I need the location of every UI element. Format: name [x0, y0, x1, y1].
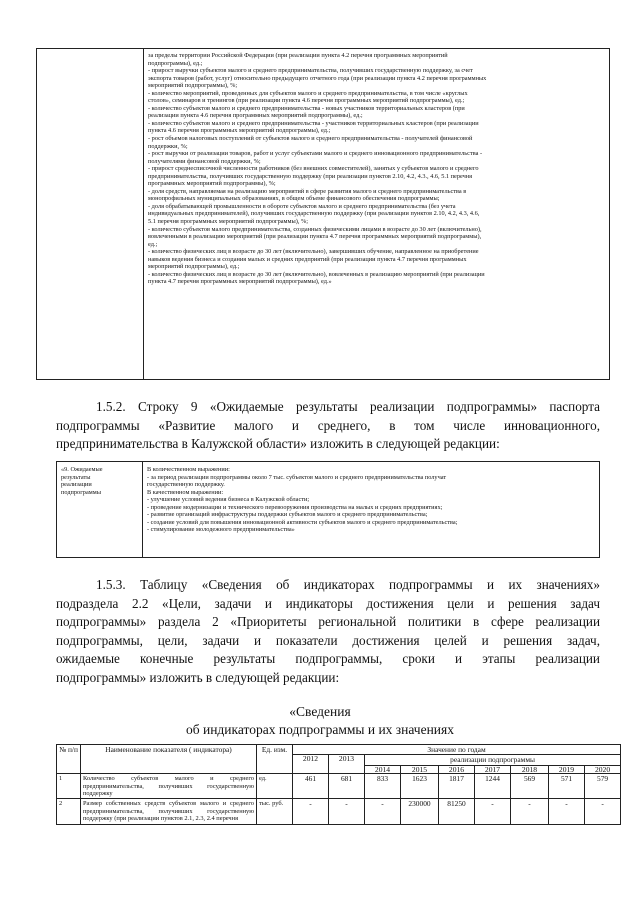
text-line: - проведение модернизации и технического перевооружения производства на малых и средних предприятиях; — [147, 503, 443, 511]
row-value: 461 — [293, 774, 329, 799]
text-line: реализации пункта 4.6 перечня программных мероприятий подпрограммы), ед.; — [148, 112, 363, 120]
text-line: 5.1 перечня программных мероприятий подпрограммы), %; — [148, 218, 308, 226]
label-line: реализации — [61, 481, 92, 489]
text-line: - количество мероприятий, проведенных для субъектов малого и среднего предпринимательства, в том числе «круглых — [148, 89, 468, 97]
row-value: - — [329, 799, 365, 824]
text-line: - рост объемов налоговых поступлений от субъектов малого и среднего предпринимательства - получателей финансовой — [148, 135, 473, 143]
paragraph-line: подпрограммы» изложить в следующей редакции: — [56, 669, 340, 685]
results-table — [56, 461, 600, 558]
row-value: 681 — [329, 774, 365, 799]
row-value: 1817 — [439, 774, 475, 799]
header-name: Наименование показателя ( индикатора) — [81, 745, 257, 774]
results-table-divider — [142, 462, 143, 557]
top-table — [36, 48, 610, 380]
text-line: государственную поддержку. — [147, 481, 225, 489]
text-line: - доля обрабатывающей промышленности в обороте субъектов малого и среднего предпринимательства (без учета — [148, 202, 456, 210]
row-num: 1 — [57, 774, 81, 799]
header-num: № п/п — [57, 745, 81, 774]
text-line: - улучшение условий ведения бизнеса в Калужской области; — [147, 496, 310, 504]
text-line: подпрограммы), ед.; — [148, 59, 203, 67]
row-value: - — [365, 799, 401, 824]
table-row — [57, 799, 621, 824]
table-title-line-1: «Сведения — [289, 704, 351, 719]
text-line: В количественном выражении: — [147, 466, 230, 473]
text-line: программных мероприятий подпрограммы), %; — [148, 180, 276, 188]
row-value: - — [549, 799, 585, 824]
text-line: - прирост выручки субъектов малого и среднего предпринимательства, получивших государственную поддержку, за счет — [148, 67, 473, 75]
row-value: - — [585, 799, 621, 824]
row-value: 81250 — [439, 799, 475, 824]
text-line: мероприятий подпрограммы), %; — [148, 82, 238, 90]
paragraph-line: 1.5.2. Строку 9 «Ожидаемые результаты реализации подпрограммы» паспорта — [96, 399, 600, 414]
paragraph-line: предпринимательства в Калужской области» изложить в следующей редакции: — [56, 436, 500, 451]
table-title-line-2: об индикаторах подпрограммы и их значениях — [185, 722, 454, 737]
paragraph-1-5-2 — [56, 398, 600, 454]
paragraph-line: 1.5.3. Таблицу «Сведения об индикаторах подпрограммы и их значениях» — [96, 577, 600, 592]
text-line: мероприятий подпрограммы), ед.; — [148, 263, 240, 271]
label-line: «9. Ожидаемые — [61, 466, 103, 473]
text-line: пункта 4.6 перечня программных мероприятий подпрограммы), ед.; — [148, 127, 331, 135]
text-line: - прирост среднесписочной численности работников (без внешних совместителей), занятых у субъектов малого и среднего — [148, 165, 479, 173]
paragraph-line: подпрограммы» раздела 2 «Приоритеты региональной политики в сфере реализации — [56, 614, 600, 629]
row-value: 230000 — [401, 799, 439, 824]
header-year: 2012 — [293, 755, 329, 774]
text-line: - количество физических лиц в возрасте до 30 лет (включительно), завершивших обучение, направленное на приобретение — [148, 248, 479, 256]
row-value: 569 — [511, 774, 549, 799]
text-line: - количество субъектов малого предпринимательства, созданных физическими лицами в возрасте до 30 лет (включительно), — [148, 225, 482, 233]
row-value: - — [475, 799, 511, 824]
header-year: 2014 — [365, 765, 401, 773]
results-label — [61, 466, 139, 496]
text-line: поддержки, %; — [148, 142, 188, 150]
paragraph-1-5-3 — [56, 576, 600, 687]
paragraph-line: подраздела 2.2 «Цели, задачи и индикаторы достижения цели и решения задач — [56, 595, 600, 611]
results-text — [147, 466, 597, 534]
row-value: - — [511, 799, 549, 824]
header-unit: Ед. изм. — [257, 745, 293, 774]
text-line: В качественном выражении: — [147, 488, 224, 496]
header-year: 2017 — [475, 765, 511, 773]
row-value: 579 — [585, 774, 621, 799]
paragraph-line: подпрограммы, цели, задачи и показатели достижения целей и решения задач, — [56, 632, 600, 648]
text-line: навыков ведения бизнеса и создания малых и средних предприятий (при реализации пункта 4.7 перечня программных — [148, 255, 467, 263]
text-line: - количество субъектов малого и среднего предпринимательства - участников территориальных кластеров (при реализации — [148, 119, 479, 127]
label-line: подпрограммы — [61, 488, 101, 496]
text-line: - количество физических лиц в возрасте до 30 лет (включительно), вовлеченных в реализацию мероприятий (при реализации — [148, 270, 485, 278]
header-row — [57, 745, 621, 755]
text-line: монопрофильных муниципальных образованиях, в общем объеме финансового обеспечения подпрограммы; — [148, 195, 440, 203]
text-line: за пределы территории Российской Федерации (при реализации пункта 4.2 перечня программных мероприятий — [148, 52, 448, 59]
text-line: столов», семинаров и тренингов (при реализации пункта 4.6 перечня программных мероприятий подпрограммы), ед.; — [148, 97, 465, 105]
row-value: - — [293, 799, 329, 824]
text-line: - стимулирование молодежного предпринимательства» — [147, 526, 295, 534]
header-values-by-year: Значение по годам — [293, 745, 621, 755]
row-unit: ед. — [257, 774, 293, 799]
top-table-divider — [143, 49, 144, 379]
header-year: 2016 — [439, 765, 475, 773]
row-num: 2 — [57, 799, 81, 824]
indicators-table — [56, 744, 621, 825]
header-year: 2015 — [401, 765, 439, 773]
header-year: 2020 — [585, 765, 621, 773]
text-line: ед.; — [148, 240, 158, 248]
table-row — [57, 774, 621, 799]
row-name: Размер собственных средств субъектов малого и среднего предпринимательства, получивших государственную поддержку (при реализации пунктов 2.1, 2.3, 2.4 перечня — [81, 799, 257, 824]
row-value: 1244 — [475, 774, 511, 799]
top-table-text — [148, 52, 607, 286]
row-value: 833 — [365, 774, 401, 799]
text-line: - количество субъектов малого и среднего предпринимательства - новых участников территориальных кластеров (при — [148, 104, 465, 112]
text-line: индивидуальных предпринимателей), получивших государственную поддержку (при реализации пунктов 2.10, 4.2, 4.3, 4.6, — [148, 210, 480, 218]
text-line: получателями финансовой поддержки, %; — [148, 157, 261, 165]
text-line: - создание условий для повышения инновационной активности субъектов малого и среднего предпринимательства; — [147, 518, 458, 526]
row-value: 571 — [549, 774, 585, 799]
label-line: результаты — [61, 473, 91, 481]
paragraph-line: подпрограммы «Развитие малого и среднего, в том числе инновационного, — [56, 417, 600, 433]
header-year: 2018 — [511, 765, 549, 773]
text-line: предпринимательства, получивших государственную поддержку (при реализации пунктов 2.10, 4.2, 4.3., 4.6, 5.1 перечня — [148, 172, 473, 180]
header-year: 2013 — [329, 755, 365, 774]
text-line: пункта 4.7 перечня программных мероприятий подпрограммы), ед.» — [148, 278, 332, 286]
text-line: - развитие организаций инфраструктуры поддержки субъектов малого и среднего предпринимательства; — [147, 511, 428, 519]
paragraph-line: ожидаемые конечные результаты подпрограммы, сроки и этапы реализации — [56, 651, 600, 666]
row-unit: тыс. руб. — [257, 799, 293, 824]
text-line: - рост выручки от реализации товаров, работ и услуг субъектами малого и среднего инновационного предпринимательства - — [148, 150, 483, 158]
text-line: вовлеченными в реализацию мероприятий (при реализации пункта 4.7 перечня программных мероприятий подпрограммы), — [148, 233, 482, 241]
row-name: Количество субъектов малого и среднего предпринимательства, получивших государственную поддержку — [81, 774, 257, 799]
header-year: 2019 — [549, 765, 585, 773]
text-line: экспорта товаров (работ, услуг) относительно предыдущего отчетного года (при реализации пункта 4.2 перечня программных — [148, 74, 487, 82]
row-value: 1623 — [401, 774, 439, 799]
text-line: - за период реализации подпрограммы около 7 тыс. субъектов малого и среднего предпринимательства получат — [147, 473, 447, 481]
text-line: - доля средств, направляемая на реализацию мероприятий в сфере развития малого и среднего предпринимательства в — [148, 187, 467, 195]
header-implementation: реализации подпрограммы — [365, 755, 621, 765]
